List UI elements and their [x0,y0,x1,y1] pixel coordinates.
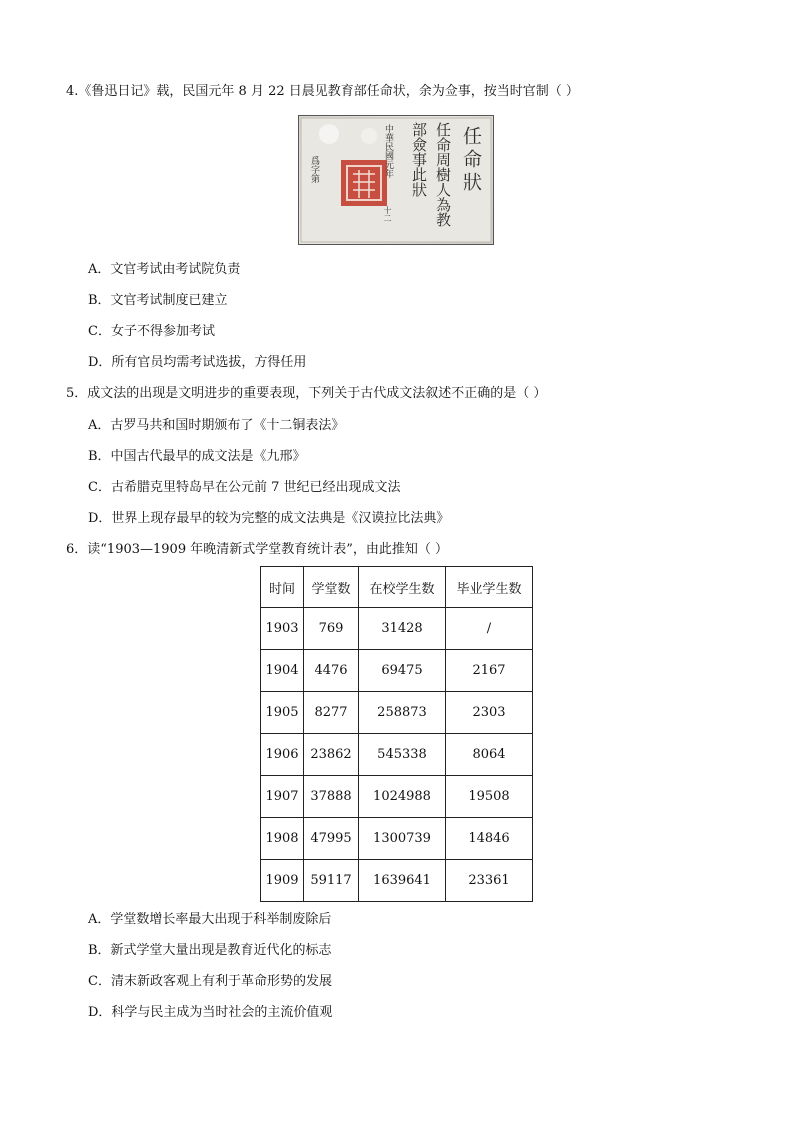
certificate-line-2: 部僉事此狀 [410,122,428,197]
q4-option-c: C．女子不得参加考试 [88,324,215,339]
table-cell: 1909 [261,860,304,902]
q6-option-c: C．清末新政客观上有利于革命形势的发展 [88,974,332,989]
table-row [261,776,533,818]
table-cell: 258873 [359,692,446,734]
table-cell: 31428 [359,608,446,650]
q6-option-a: A．学堂数增长率最大出现于科举制废除后 [88,912,332,927]
table-row [261,860,533,902]
table-header: 学堂数 [304,567,359,608]
table-cell: 47995 [304,818,359,860]
table-cell: 14846 [446,818,533,860]
school-statistics-table [260,566,533,902]
table-cell: 1024988 [359,776,446,818]
table-cell: 1300739 [359,818,446,860]
table-header: 在校学生数 [359,567,446,608]
table-cell: 1904 [261,650,304,692]
table-cell: 2167 [446,650,533,692]
q5-option-d: D．世界上现存最早的较为完整的成文法典是《汉谟拉比法典》 [88,511,450,526]
q5-option-a: A．古罗马共和国时期颁布了《十二铜表法》 [88,418,345,433]
q6-option-d: D．科学与民主成为当时社会的主流价值观 [88,1005,333,1020]
table-row [261,818,533,860]
table-cell: 19508 [446,776,533,818]
q4-option-d: D．所有官员均需考试选拔，方得任用 [88,355,307,370]
table-cell: 1905 [261,692,304,734]
table-cell: 23862 [304,734,359,776]
table-cell: 2303 [446,692,533,734]
table-header: 毕业学生数 [446,567,533,608]
q5-option-b: B．中国古代最早的成文法是《九邢》 [88,449,306,464]
table-cell: 8277 [304,692,359,734]
table-cell: 37888 [304,776,359,818]
certificate-date-suffix: 十二 [383,206,392,222]
table-cell: 1903 [261,608,304,650]
q6-option-b: B．新式学堂大量出现是教育近代化的标志 [88,943,332,958]
q4-option-a: A．文官考试由考试院负责 [88,262,241,277]
table-row [261,608,533,650]
table-cell: 769 [304,608,359,650]
certificate-date: 中華民國元年 [383,124,393,178]
table-header-row [261,567,533,608]
table-row [261,650,533,692]
table-cell: 545338 [359,734,446,776]
table-cell: 1639641 [359,860,446,902]
table-cell: 69475 [359,650,446,692]
table-cell: 1907 [261,776,304,818]
question-6-stem: 6．读“1903—1909 年晚清新式学堂教育统计表”，由此推知（ ） [66,542,448,557]
question-4-stem: 4.《鲁迅日记》载，民国元年 8 月 22 日晨见教育部任命状，余为佥事，按当时官制（ ） [66,84,579,99]
q4-option-b: B．文官考试制度已建立 [88,293,228,308]
q5-option-c: C．古希腊克里特岛早在公元前 7 世纪已经出现成文法 [88,480,401,495]
appointment-certificate-image [298,115,494,245]
table-cell: 8064 [446,734,533,776]
table-header: 时间 [261,567,304,608]
table-row [261,734,533,776]
certificate-title: 任命狀 [460,126,482,195]
table-cell: 59117 [304,860,359,902]
certificate-line-1: 任命周樹人為教 [434,122,452,227]
table-cell: 1906 [261,734,304,776]
table-row [261,692,533,734]
table-cell: 4476 [304,650,359,692]
table-cell: 1908 [261,818,304,860]
question-5-stem: 5．成文法的出现是文明进步的重要表现，下列关于古代成文法叙述不正确的是（ ） [66,386,547,401]
table-cell: 23361 [446,860,533,902]
table-cell: / [446,608,533,650]
certificate-serial: 爲字第 [309,156,319,183]
